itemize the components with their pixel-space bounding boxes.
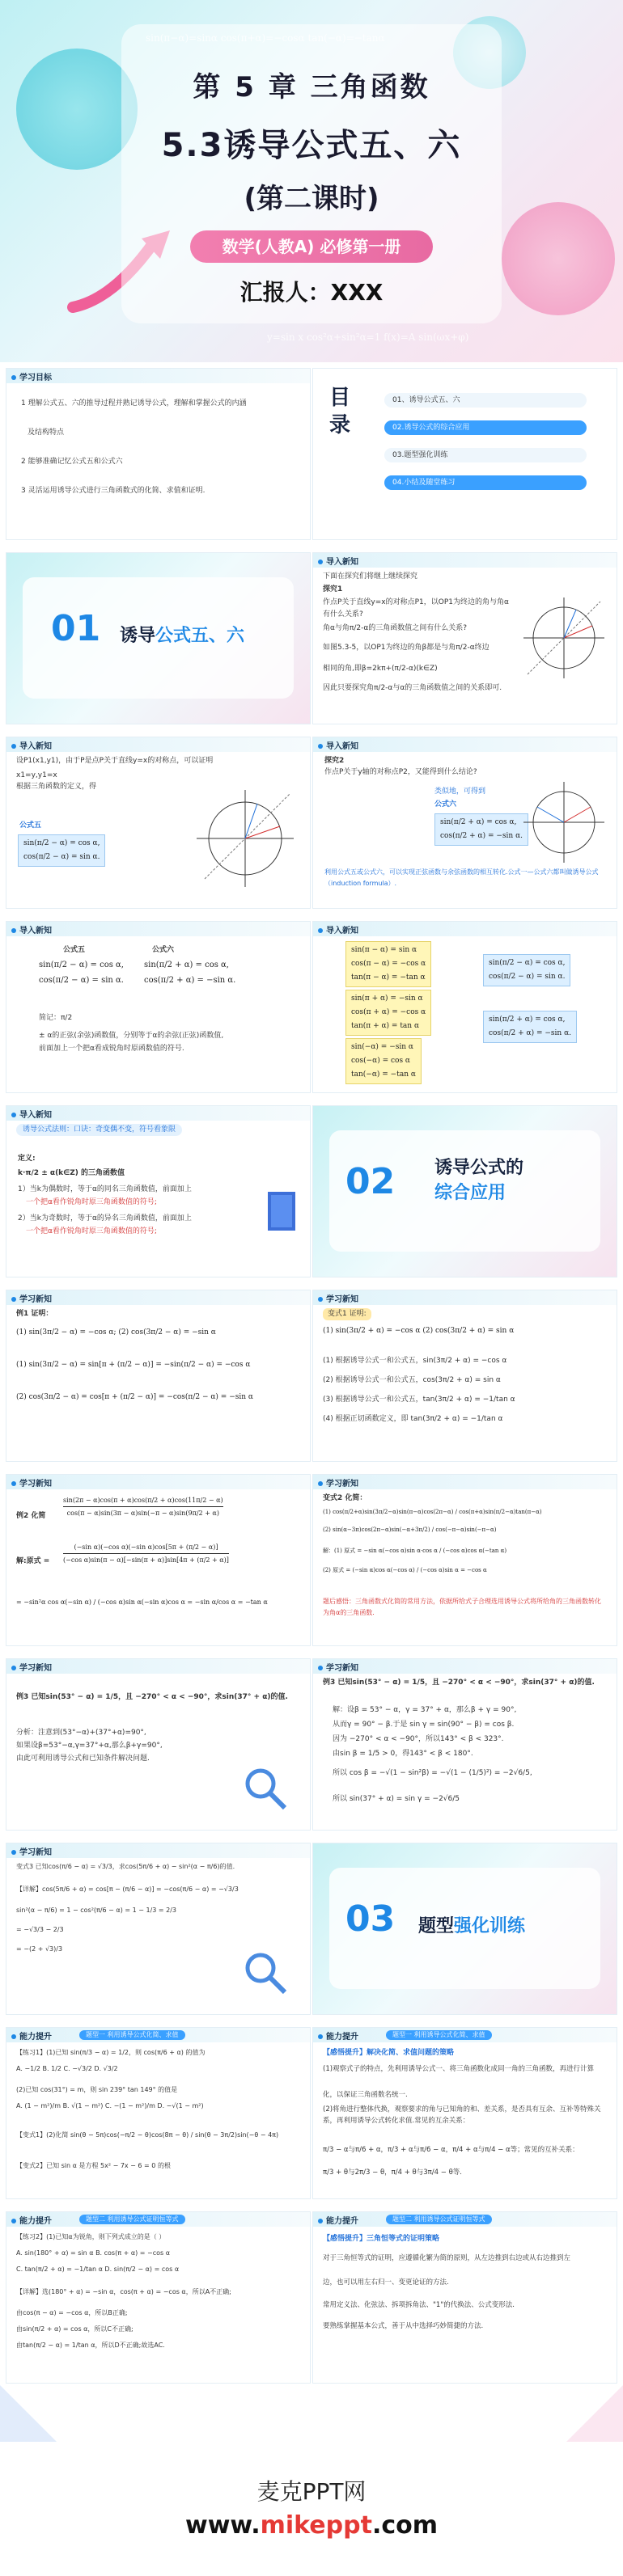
- text-line: 如图5.3-5，以OP1为终边的角β都是与角π/2-α终边: [323, 644, 490, 652]
- text-line: 由cos(π − α) = −cos α，所以B正确;: [16, 2309, 128, 2316]
- rule-line: 1）当k为偶数时，等于α的同名三角函数值，前面加上: [18, 1185, 192, 1193]
- unit-circle-figure: [519, 593, 608, 682]
- lesson-title: 5.3诱导公式五、六: [161, 127, 462, 164]
- text-line: A. (1 − m²)/m B. √(1 − m²) C. −(1 − m²)/m D. −√(1 − m²): [16, 2102, 204, 2109]
- solution-label: 解:原式 =: [16, 1557, 50, 1565]
- section-number: 03: [345, 1898, 396, 1940]
- slide-insight-1: [313, 2028, 617, 2198]
- section-title: 题型强化训练: [418, 1916, 526, 1936]
- mnemonic: ± α的正弦(余弦)函数值，分别等于α的余弦(正弦)函数值,: [39, 1032, 224, 1040]
- goal-1: 1 理解公式五、六的推导过程并熟记诱导公式，理解和掌握公式的内涵: [21, 399, 247, 408]
- slide-tag: 学习新知: [11, 1661, 52, 1673]
- text-line: 如果设β=53°−α,γ=37°+α,那么β+γ=90°,: [16, 1742, 163, 1750]
- text-line: 【详解】选(180° + α) = −sin α，cos(π + α) = −cos α，所以A不正确;: [16, 2288, 231, 2295]
- formula-group-3: sin(π + α) = −sin α cos(π + α) = −cos α tan(π + α) = tan α: [345, 990, 431, 1036]
- slide-section-01: [6, 553, 310, 724]
- slide-tag: 学习新知: [11, 1292, 52, 1304]
- magnifier-icon: [241, 1764, 290, 1813]
- slide-rule: [6, 1106, 310, 1277]
- slide-example-2: [6, 1475, 310, 1645]
- lesson-subtitle: (第二课时): [244, 183, 379, 215]
- text-line: 【练习1】(1)已知 sin(π/3 − α) = 1/2，则 cos(π/6 + α) 的值为: [16, 2049, 206, 2056]
- hint-text: 类似地，可得到: [434, 788, 486, 796]
- slide-section-02: [313, 1106, 617, 1277]
- text-line: A. sin(180° + α) = sin α B. cos(π + α) = −cos α: [16, 2249, 170, 2257]
- text-line: 化，以保证三角函数名统一.: [323, 2091, 408, 2099]
- slide-tag: 导入新知: [11, 739, 52, 751]
- formula-line: (2) 原式 = (−sin α)cos α(−cos α) / (−cos α)sin α = −cos α: [323, 1567, 487, 1573]
- slide-variant-3: [6, 1843, 310, 2014]
- slide-variant-1: [313, 1290, 617, 1461]
- formula-five-box: sin(π/2 − α) = cos α, cos(π/2 − α) = sin α.: [483, 954, 570, 986]
- text-line: 变式2 化简：: [323, 1494, 367, 1502]
- text-line: sin²(α − π/6) = 1 − cos²(π/6 − α) = 1 − 1/3 = 2/3: [16, 1907, 177, 1914]
- formula-label: 公式六: [152, 946, 175, 954]
- text-line: (2)已知 cos(31°) = m，则 sin 239° tan 149° 的值是: [16, 2086, 178, 2093]
- formula-line: 解：(1) 原式 = −sin α(−cos α)sin α·cos α / (−cos α)cos α(−tan α): [323, 1548, 507, 1554]
- slide-insight-2: [313, 2212, 617, 2383]
- text-line: (3) 根据诱导公式一和公式五，tan(3π/2 + α) = −1/tan α: [323, 1396, 515, 1404]
- site-name: 麦克PPT网: [256, 2478, 367, 2505]
- toc-item-4[interactable]: 04.小结及随堂练习: [384, 475, 587, 490]
- slide-intro-2: [6, 737, 310, 908]
- topic-badge: 题型一 利用诱导公式化简、求值: [386, 2030, 492, 2040]
- text-line: 解：设β = 53° − α，γ = 37° + α，那么β + γ = 90°,: [333, 1706, 517, 1714]
- slide-tag: 学习目标: [11, 370, 52, 382]
- text-line: 由sin(π/2 + α) = cos α，所以C不正确;: [16, 2325, 134, 2333]
- insight-title: 【感悟提升】解决化简、求值问题的策略: [323, 2049, 455, 2057]
- toc-item-3[interactable]: 03.题型强化训练: [384, 448, 587, 462]
- slide-practice-1: [6, 2028, 310, 2198]
- formula-group-4: sin(−α) = −sin α cos(−α) = cos α tan(−α) = −tan α: [345, 1038, 422, 1084]
- chapter-title: 第 5 章 三角函数: [193, 71, 430, 103]
- goal-3: 3 灵活运用诱导公式进行三角函数式的化简、求值和证明.: [21, 487, 206, 495]
- slide-practice-2: [6, 2212, 310, 2383]
- formula-five: sin(π/2 − α) = cos α, cos(π/2 − α) = sin α.: [39, 961, 124, 985]
- text-line: 对于三角恒等式的证明，应遵循化繁为简的原则，从左边推到右边或从右边推到左: [323, 2254, 571, 2262]
- insight-title: 【感悟提升】三角恒等式的证明策略: [323, 2235, 440, 2243]
- text-line: 边，也可以用左右归一、变更论证的方法.: [323, 2278, 449, 2287]
- toc-item-2[interactable]: 02.诱导公式的综合应用: [384, 420, 587, 435]
- insight-text: 题后感悟：三角函数式化简的常用方法，依据所给式子合理选用诱导公式将所给角的三角函数转化为角α的三角函数.: [323, 1598, 601, 1616]
- formula-five: sin(π/2 − α) = cos α, cos(π/2 − α) = sin α.: [18, 834, 105, 867]
- fraction: (−sin α)(−cos α)(−sin α)cos[5π + (π/2 − α)] (−cos α)sin(π − α)[−sin(π + α)]sin[4π + (π/2 + α)]: [63, 1541, 229, 1566]
- example-title: 例1 证明：: [16, 1310, 53, 1318]
- text-line: 要熟练掌握基本公式，善于从中选择巧妙简捷的方法.: [323, 2322, 484, 2330]
- site-watermark: [0, 2474, 623, 2540]
- slide-tag: 能力提升: [318, 2214, 358, 2226]
- decor-formula: sin(π−α)=sinα cos(π+α)=−cosα tan(−α)=−tanα: [146, 32, 385, 44]
- slide-tag: 能力提升: [318, 2029, 358, 2042]
- slide-tag: 导入新知: [318, 739, 358, 751]
- formula-line: (2) sin(α−3π)cos(2π−α)sin(−α+3π/2) / cos(−π−α)sin(−π−α): [323, 1527, 497, 1533]
- slide-section-03: [313, 1843, 617, 2014]
- text-line: 所以 cos β = −√(1 − sin²β) = −√(1 − (1/5)²) = −2√6/5,: [333, 1769, 532, 1777]
- text-line: 探究1: [323, 585, 343, 593]
- text-line: (2) 根据诱导公式一和公式五，cos(3π/2 + α) = sin α: [323, 1376, 501, 1384]
- text-line: 变式3 已知cos(π/6 − α) = √3/3，求cos(5π/6 + α) − sin²(α − π/6)的值.: [16, 1863, 235, 1870]
- slide-tag: 能力提升: [11, 2029, 52, 2042]
- slide-tag: 导入新知: [11, 1108, 52, 1120]
- slide-tag: 学习新知: [11, 1476, 52, 1489]
- text-line: (1)观察式子的特点，先利用诱导公式一、将三角函数化成同一角的三角函数，再进行计算: [323, 2065, 595, 2073]
- formula-label: 公式六: [434, 800, 457, 809]
- formula-six-box: sin(π/2 + α) = cos α, cos(π/2 + α) = −sin α.: [483, 1011, 577, 1043]
- example-title: 例3 已知sin(53° − α) = 1/5，且 −270° < α < −90°，求sin(37° + α)的值.: [323, 1679, 595, 1687]
- note-text: 利用公式五或公式六，可以实现正弦函数与余弦函数的相互转化.公式一—公式六都叫做诱导公式（induction formula）.: [324, 868, 599, 887]
- text-line: 因为 −270° < α < −90°，所以143° < β < 323°.: [333, 1735, 504, 1743]
- text-line: 设P1(x1,y1)，由于P是点P关于直线y=x的对称点，可以证明: [16, 757, 214, 765]
- rule-line: 一个把α看作锐角时原三角函数值的符号;: [26, 1227, 157, 1235]
- text-line: 探究2: [324, 757, 345, 765]
- slide-example-3: [6, 1659, 310, 1830]
- text-line: 由此可利用诱导公式和已知条件解决问题.: [16, 1755, 150, 1763]
- formula-six: sin(π/2 + α) = cos α, cos(π/2 + α) = −sin α.: [144, 961, 236, 985]
- text-line: 作点P关于直线y=x的对称点P1，以OP1为终边的角与角α有什么关系?: [323, 598, 509, 619]
- example-title: 例2 化简: [16, 1512, 46, 1520]
- textbook-badge: 数学(人教A) 必修第一册: [190, 230, 433, 263]
- text-line: 从而γ = 90° − β.于是 sin γ = sin(90° − β) = cos β.: [333, 1721, 515, 1729]
- section-number: 01: [51, 608, 101, 649]
- slide-variant-2: [313, 1475, 617, 1645]
- formula-line: = −sin²α cos α(−sin α) / (−cos α)sin α(−sin α)cos α = −sin α/cos α = −tan α: [16, 1598, 268, 1606]
- decor-triangle: [0, 2385, 57, 2442]
- topic-badge: 题型一 利用诱导公式化简、求值: [79, 2030, 185, 2040]
- text-line: π/3 − α与π/6 + α，π/3 + α与π/6 − α，π/4 + α与π/4 − α等；常见的互补关系：: [323, 2146, 579, 2154]
- book-icon: [261, 1187, 302, 1235]
- text-line: 分析：注意到(53°−α)+(37°+α)=90°,: [16, 1729, 146, 1737]
- section-title: 诱导公式五、六: [120, 626, 245, 646]
- rule-line: 2）当k为奇数时，等于α的异名三角函数值，前面加上: [18, 1214, 192, 1223]
- text-line: 【详解】cos(5π/6 + α) = cos[π − (π/6 − α)] = −cos(π/6 − α) = −√3/3: [16, 1886, 239, 1893]
- formula-line: (1) sin(3π/2 − α) = −cos α; (2) cos(3π/2 − α) = −sin α: [16, 1328, 216, 1337]
- unit-circle-figure: [519, 778, 608, 867]
- formula-label: 公式五: [63, 946, 86, 954]
- section-number: 02: [345, 1161, 396, 1202]
- text-line: 作点P关于y轴的对称点P2，又能得到什么结论?: [324, 768, 477, 776]
- slide-formula-table: [313, 922, 617, 1092]
- text-line: 相同的角,即β=2kπ+(π/2-α)(k∈Z): [323, 665, 438, 673]
- slide-tag: 导入新知: [318, 923, 358, 935]
- formula-line: (1) sin(3π/2 − α) = sin[π + (π/2 − α)] = −sin(π/2 − α) = −cos α: [16, 1361, 251, 1369]
- text-line: A. −1/2 B. 1/2 C. −√3/2 D. √3/2: [16, 2065, 118, 2072]
- formula-group-2: sin(π − α) = sin α cos(π − α) = −cos α tan(π − α) = −tan α: [345, 941, 431, 987]
- topic-badge: 题型二 利用诱导公式证明恒等式: [79, 2215, 185, 2224]
- text-line: 根据三角函数的定义，得: [16, 783, 97, 791]
- text-line: C. tan(π/2 + α) = −1/tan α D. sin(π/2 − α) = cos α: [16, 2266, 180, 2273]
- magnifier-icon: [241, 1949, 290, 1997]
- text-line: (2)将角进行整体代换，观察要求的角与已知角的和、差关系，是否具有互余、互补等特殊关系，再利用诱导公式转化求值.常见的互余关系：: [323, 2105, 601, 2126]
- text-line: π/3 + θ与2π/3 − θ，π/4 + θ与3π/4 − θ等.: [323, 2168, 462, 2177]
- text-line: = −√3/3 − 2/3: [16, 1926, 64, 1933]
- text-line: 【变式2】已知 sin α 是方程 5x² − 7x − 6 = 0 的根: [16, 2162, 171, 2169]
- reporter: 汇报人：XXX: [239, 279, 384, 306]
- slide-tag: 导入新知: [318, 555, 358, 567]
- slide-toc: [313, 369, 617, 539]
- example-title: 例3 已知sin(53° − α) = 1/5，且 −270° < α < −90°，求sin(37° + α)的值.: [16, 1693, 288, 1701]
- slide-tag: 学习新知: [11, 1845, 52, 1857]
- variant-pill: 变式1 证明:: [323, 1308, 371, 1320]
- text-line: 常用定义法、化弦法、拆项拆角法、"1"的代换法、公式变形法.: [323, 2301, 515, 2309]
- goal-1b: 及结构特点: [28, 429, 65, 437]
- slide-example-3-solution: [313, 1659, 617, 1830]
- slide-tag: 能力提升: [11, 2214, 52, 2226]
- hero-cover: [0, 0, 623, 362]
- unit-circle-figure: [193, 786, 298, 891]
- text-line: 定义:: [18, 1155, 36, 1163]
- decor-triangle: [566, 2385, 623, 2442]
- section-title: 诱导公式的 综合应用: [434, 1158, 524, 1203]
- mnemonic: 前面加上一个把α看成锐角时原函数值的符号.: [39, 1045, 184, 1053]
- goal-2: 2 能够准确记忆公式五和公式六: [21, 458, 123, 466]
- toc-title: 目 录: [329, 386, 351, 437]
- text-line: 由tan(π/2 − α) = 1/tan α，所以D不正确;故选AC.: [16, 2342, 165, 2349]
- slide-tag: 学习新知: [318, 1292, 358, 1304]
- fraction: sin(2π − α)cos(π + α)cos(π/2 + α)cos(11π/2 − α) cos(π − α)sin(3π − α)sin(−π − α)sin(9π/2 + α): [63, 1494, 223, 1519]
- text-line: 所以 sin(37° + α) = sin γ = −2√6/5: [333, 1795, 460, 1803]
- formula-label: 公式五: [19, 821, 42, 830]
- slide-example-1: [6, 1290, 310, 1461]
- text-line: 因此只要探究角π/2-α与α的三角函数值之间的关系即可.: [323, 684, 502, 692]
- text-line: k·π/2 ± α(k∈Z) 的三角函数值: [18, 1169, 125, 1177]
- text-line: (1) 根据诱导公式一和公式五，sin(3π/2 + α) = −cos α: [323, 1357, 507, 1365]
- formula-line: (2) cos(3π/2 − α) = cos[π + (π/2 − α)] = −cos(π/2 − α) = −sin α: [16, 1393, 253, 1401]
- formula-line: (1) sin(3π/2 + α) = −cos α (2) cos(3π/2 + α) = sin α: [323, 1327, 515, 1335]
- slide-tag: 学习新知: [318, 1476, 358, 1489]
- formula-line: (1) cos(π/2+α)sin(3π/2−α)sin(π−α)cos(2π−α) / cos(π+α)sin(π/2−α)tan(π−α): [323, 1509, 542, 1515]
- slide-tag: 学习新知: [318, 1661, 358, 1673]
- text-line: x1=y,y1=x: [16, 771, 57, 779]
- slide-intro-3: [313, 737, 617, 908]
- text-line: 【练习2】(1)已知α为锐角，则下列式成立的是（ ）: [16, 2233, 166, 2240]
- decor-formula: y=sin x cos²α+sin²α=1 f(x)=A sin(ωx+φ): [267, 332, 469, 343]
- site-url[interactable]: www.mikeppt.com: [184, 2511, 438, 2540]
- topic-badge: 题型二 利用诱导公式证明恒等式: [386, 2215, 492, 2224]
- text-line: 【变式1】(2)化简 sin(θ − 5π)cos(−π/2 − θ)cos(8π − θ) / sin(θ − 3π/2)sin(−θ − 4π): [16, 2131, 279, 2139]
- rule-pill: 诱导公式法则：口诀：奇变偶不变，符号看象限: [16, 1124, 182, 1136]
- slide-summary-56: [6, 922, 310, 1092]
- mnemonic: 简记：π/2: [39, 1014, 73, 1022]
- toc-item-1[interactable]: 01、诱导公式五、六: [384, 393, 587, 408]
- text-line: 由sin β = 1/5 > 0，得143° < β < 180°.: [333, 1750, 473, 1758]
- rule-line: 一个把α看作锐角时原三角函数值的符号;: [26, 1198, 157, 1206]
- text-line: (4) 根据正切函数定义，即 tan(3π/2 + α) = −1/tan α: [323, 1415, 503, 1423]
- slide-tag: 导入新知: [11, 923, 52, 935]
- text-line: = −(2 + √3)/3: [16, 1945, 63, 1953]
- slide-goals: [6, 369, 310, 539]
- slide-intro-1: [313, 553, 617, 724]
- formula-six: sin(π/2 + α) = cos α, cos(π/2 + α) = −sin α.: [434, 813, 528, 846]
- text-line: 下面在探究们将继上继续探究: [323, 572, 418, 581]
- text-line: 角α与角π/2-α的三角函数值之间有什么关系?: [323, 624, 468, 632]
